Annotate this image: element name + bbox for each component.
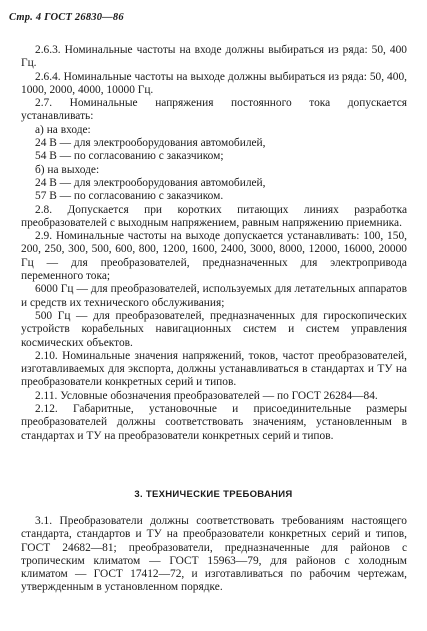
paragraph-500hz: 500 Гц — для преобразователей, предназначенных для гироскопических устройств корабельных навигационных систем и систем управления космических объектов. [21,309,407,349]
paragraph-2-6-4: 2.6.4. Номинальные частоты на выходе должны выбираться из ряда: 50, 400, 1000, 2000, 4000, 10000 Гц. [21,70,407,96]
paragraph-2-9: 2.9. Номинальные частоты на выходе допускается устанавливать: 100, 150, 200, 250, 300, 500, 600, 800, 1200, 1600, 2400, 3000, 8000, 12000, 16000, 20000 Гц — для преобразователей, предназначенных для электропривода переменного тока; [21,230,407,283]
paragraph-2-12: 2.12. Габаритные, установочные и присоединительные размеры преобразователей должны соответствовать значениям, установленным в стандартах и ТУ на преобразователи конкретных серий и типов. [21,403,407,442]
paragraph-2-7: 2.7. Номинальные напряжения постоянного тока допускается устанавливать: [21,97,407,123]
paragraph-6000hz: 6000 Гц — для преобразователей, используемых для летательных аппаратов и средств их технического обслуживания; [21,283,407,309]
paragraph-3-1: 3.1. Преобразователи должны соответствовать требованиям настоящего стандарта, стандартов и ТУ на преобразователи конкретных серий и типов, ГОСТ 24682—81; преобразователи, предназначенные для районов с тропическим климатом — ГОСТ 15963—79, для районов с холодным климатом — ГОСТ 17412—72, и изготавливаться по рабочим чертежам, утвержденным в установленном порядке. [21,515,407,594]
section-3-title: 3. ТЕХНИЧЕСКИЕ ТРЕБОВАНИЯ [134,489,293,500]
section-2-body [21,44,407,443]
list-item-b: б) на выходе: [35,163,100,176]
list-item-a-24v: 24 В — для электрооборудования автомобилей, [35,137,266,150]
paragraph-2-10: 2.10. Номинальные значения напряжений, токов, частот преобразователей, изготавливаемых для экспорта, должны устанавливаться в стандартах и ТУ на преобразователи конкретных серий и типов. [21,349,407,389]
paragraph-2-11: 2.11. Условные обозначения преобразователей — по ГОСТ 26284—84. [35,389,378,402]
paragraph-2-8: 2.8. Допускается при коротких питающих линиях разработка преобразователей с выходным напряжением, равным напряжению приемника. [21,203,407,229]
list-item-a: а) на входе: [35,123,91,136]
page-header: Стр. 4 ГОСТ 26830—86 [9,12,124,23]
list-item-b-57v: 57 В — по согласованию с заказчиком. [35,190,224,203]
paragraph-2-6-3: 2.6.3. Номинальные частоты на входе должны выбираться из ряда: 50, 400 Гц. [21,44,407,70]
list-item-b-24v: 24 В — для электрооборудования автомобилей, [35,176,266,189]
section-3-body [21,515,407,595]
list-item-a-54v: 54 В — по согласованию с заказчиком; [35,150,224,163]
